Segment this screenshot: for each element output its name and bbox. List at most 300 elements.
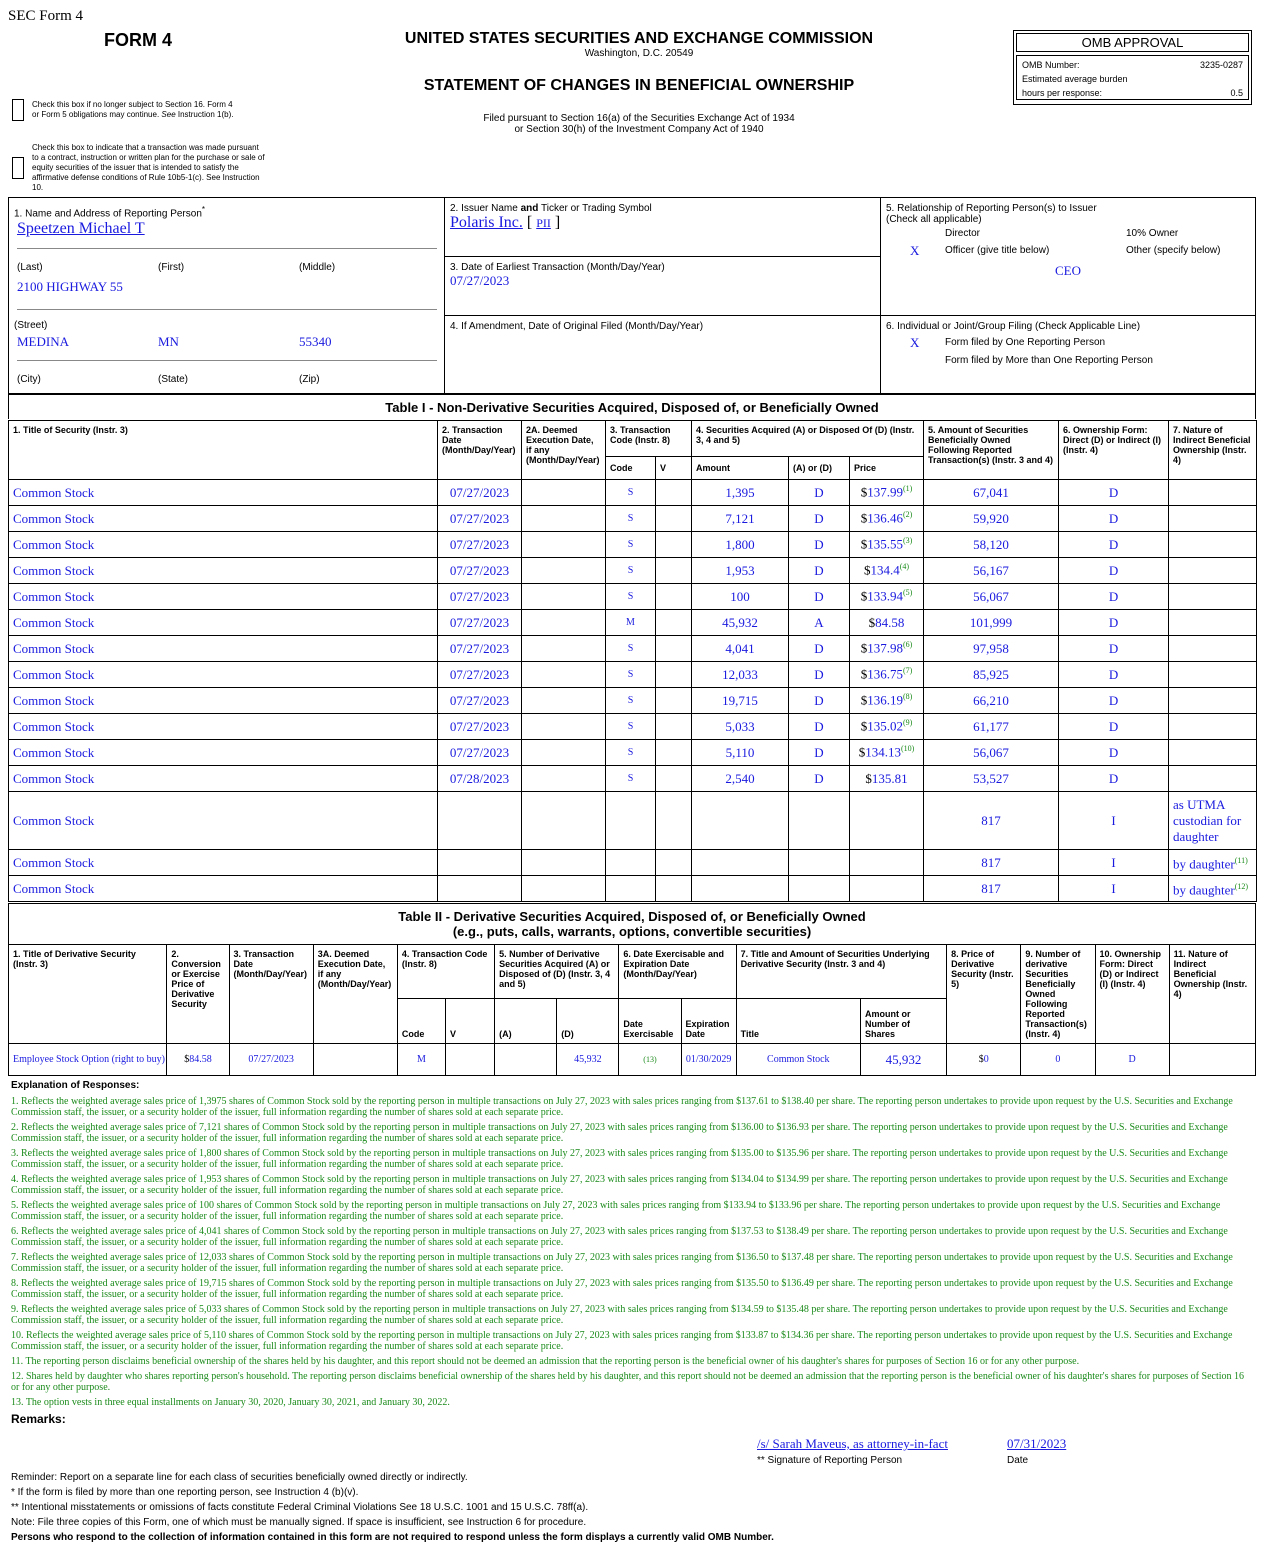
t1-cell-price	[850, 480, 924, 506]
note-omb-validity: Persons who respond to the collection of information contained in this form are not required to respond unless the form displays a currently valid OMB Number.	[11, 1532, 774, 1543]
t1-cell-ad	[789, 850, 850, 876]
t1-cell-nature	[1169, 688, 1257, 714]
t1-cell-deemed	[522, 636, 606, 662]
t2-cell-ul-amount: 45,932	[860, 1044, 946, 1076]
t2-header-underlying: 7. Title and Amount of Securities Underlying Derivative Security (Instr. 3 and 4)	[736, 945, 947, 999]
t1-cell-owned: 56,167	[924, 558, 1059, 584]
t1-header-form: 6. Ownership Form: Direct (D) or Indirect (I) (Instr. 4)	[1059, 421, 1169, 480]
t1-cell-form: I	[1059, 792, 1169, 850]
t1-cell-deemed	[522, 714, 606, 740]
t1-cell-title: Common Stock	[9, 876, 438, 902]
street-value: 2100 HIGHWAY 55	[17, 279, 123, 294]
t1-cell-title: Common Stock	[9, 740, 438, 766]
t1-cell-code: S	[606, 480, 656, 506]
footnote: 3. Reflects the weighted average sales price of 1,800 shares of Common Stock sold by the reporting person in multiple transactions on July 27, 2023 with sales prices ranging from $135.00 to $135.96 per share. The reporting person undertakes to provide upon request by the U.S. Securities and Exchange Commission staff, the issuer, or a security holder of the issuer, full information regarding the number of shares sold at each separate price.	[11, 1148, 1228, 1170]
table-row	[9, 636, 1257, 662]
omb-details	[1016, 55, 1249, 100]
officer-title: CEO	[1055, 263, 1081, 278]
t2-row	[9, 1044, 1256, 1076]
officer-checkmark: X	[910, 243, 920, 258]
box5-sublabel: (Check all applicable)	[886, 214, 982, 225]
t1-cell-nature	[1169, 740, 1257, 766]
box5-relationship	[881, 198, 1255, 316]
t1-cell-date: 07/27/2023	[438, 662, 522, 688]
t1-nature-value: by daughter	[1173, 882, 1235, 898]
footnote: 13. The option vests in three equal installments on January 30, 2020, January 30, 2021, and January 30, 2022.	[11, 1397, 450, 1408]
t2-cell-code: M	[397, 1044, 445, 1076]
t1-cell-date: 07/27/2023	[438, 688, 522, 714]
t1-nature-value: as UTMA custodian for daughter	[1173, 796, 1242, 844]
t1-cell-nature	[1169, 714, 1257, 740]
t1-cell-price	[850, 662, 924, 688]
box6-label: 6. Individual or Joint/Group Filing (Check Applicable Line)	[886, 321, 1141, 332]
table-row	[9, 532, 1257, 558]
ticker-symbol[interactable]: PII	[536, 216, 551, 230]
divider	[17, 309, 437, 310]
t1-header-deemed: 2A. Deemed Execution Date, if any (Month/Day/Year)	[522, 421, 606, 480]
t1-body	[9, 480, 1257, 902]
t2-cell-date: 07/27/2023	[229, 1044, 313, 1076]
t1-cell-title: Common Stock	[9, 714, 438, 740]
t2-header-price: 8. Price of Derivative Security (Instr. 5)	[947, 945, 1021, 1044]
box2-label-and: and	[520, 203, 539, 214]
t1-cell-date: 07/27/2023	[438, 610, 522, 636]
t1-subheader-v: V	[656, 457, 692, 480]
checkbox1-text-c: Instruction 1(b).	[177, 110, 234, 119]
t1-cell-price	[850, 506, 924, 532]
t1-cell-owned: 56,067	[924, 740, 1059, 766]
t1-price-value: 136.46	[867, 510, 903, 526]
box5-label-text: 5. Relationship of Reporting Person(s) to Issuer	[886, 203, 1097, 214]
table-row	[9, 766, 1257, 792]
signature-label: ** Signature of Reporting Person	[757, 1455, 903, 1466]
rule10b5-checkbox[interactable]	[12, 157, 24, 179]
t1-cell-v	[656, 558, 692, 584]
t1-cell-ad: D	[789, 506, 850, 532]
t1-cell-v	[656, 480, 692, 506]
t1-cell-owned: 58,120	[924, 532, 1059, 558]
table2-title-line1: Table II - Derivative Securities Acquired, Disposed of, or Beneficially Owned	[398, 909, 866, 924]
other-label: Other (specify below)	[1126, 245, 1221, 256]
box2-label-b: Ticker or Trading Symbol	[540, 203, 652, 214]
box2-issuer	[445, 198, 881, 257]
currency-symbol: $	[865, 770, 872, 786]
t1-cell-amount	[692, 850, 789, 876]
footnote-ref: (10)	[900, 744, 915, 754]
t1-cell-v	[656, 766, 692, 792]
table-row	[9, 506, 1257, 532]
t1-cell-form: D	[1059, 532, 1169, 558]
t1-cell-amount: 45,932	[692, 610, 789, 636]
t1-cell-nature	[1169, 792, 1257, 850]
reporting-person-name[interactable]: Speetzen Michael T	[17, 220, 145, 237]
t1-cell-owned: 817	[924, 850, 1059, 876]
t1-cell-date: 07/27/2023	[438, 740, 522, 766]
city-label: (City)	[17, 374, 41, 385]
t1-cell-form: D	[1059, 662, 1169, 688]
t1-cell-v	[656, 532, 692, 558]
t1-cell-amount: 19,715	[692, 688, 789, 714]
t1-cell-form: D	[1059, 688, 1169, 714]
t2-header-exercisable: 6. Date Exercisable and Expiration Date (Month/Day/Year)	[619, 945, 736, 999]
zip-value: 55340	[299, 334, 332, 349]
one-person-checkmark: X	[910, 335, 920, 350]
t1-cell-form: I	[1059, 876, 1169, 902]
t1-price-value: 133.94	[867, 588, 903, 604]
t2-cell-ul-title: Common Stock	[736, 1044, 860, 1076]
table-row	[9, 662, 1257, 688]
t1-cell-owned: 85,925	[924, 662, 1059, 688]
state-label: (State)	[158, 374, 189, 385]
t1-cell-amount: 1,953	[692, 558, 789, 584]
t1-cell-nature	[1169, 532, 1257, 558]
t1-cell-form: D	[1059, 740, 1169, 766]
footnote: 7. Reflects the weighted average sales price of 12,033 shares of Common Stock sold by the reporting person in multiple transactions on July 27, 2023 with sales prices ranging from $136.50 to $137.48 per share. The reporting person undertakes to provide upon request by the U.S. Securities and Exchange Commission staff, the issuer, or a security holder of the issuer, full information regarding the number of shares sold at each separate price.	[11, 1252, 1233, 1274]
t1-cell-v	[656, 584, 692, 610]
t1-cell-date: 07/27/2023	[438, 558, 522, 584]
t1-subheader-price: Price	[850, 457, 924, 480]
t2-cell-v	[446, 1044, 495, 1076]
t1-cell-code: S	[606, 584, 656, 610]
t1-cell-ad: D	[789, 584, 850, 610]
omb-number-label: OMB Number:	[1022, 60, 1080, 70]
t1-price-value: 137.98	[867, 640, 903, 656]
t2-cell-owned: 0	[1021, 1044, 1095, 1076]
t1-cell-form: D	[1059, 584, 1169, 610]
t2-subheader-d: (D)	[557, 999, 619, 1044]
t1-cell-amount: 4,041	[692, 636, 789, 662]
t1-subheader-ad: (A) or (D)	[789, 457, 850, 480]
t1-cell-date: 07/27/2023	[438, 480, 522, 506]
t1-cell-v	[656, 714, 692, 740]
agency-title: UNITED STATES SECURITIES AND EXCHANGE COMMISSION	[404, 30, 874, 47]
t1-cell-date: 07/27/2023	[438, 506, 522, 532]
table-row	[9, 688, 1257, 714]
t1-cell-nature	[1169, 610, 1257, 636]
bottom-notes	[11, 1470, 774, 1545]
box2-label-a: 2. Issuer Name	[450, 203, 518, 214]
t1-cell-price	[850, 714, 924, 740]
t1-cell-title: Common Stock	[9, 584, 438, 610]
t2-subheader-code: Code	[397, 999, 445, 1044]
table-row	[9, 850, 1257, 876]
t2-cell-a	[495, 1044, 557, 1076]
currency-symbol: $	[860, 588, 868, 604]
table2-derivative	[8, 944, 1256, 1076]
footnote-ref: (11)	[1234, 855, 1248, 865]
t2-cell-nature	[1169, 1044, 1255, 1076]
rule10b5-checkbox-label: Check this box to indicate that a transaction was made pursuant to a contract, instruction or written plan for the purchase or sale of equity securities of the issuer that is intended to satisfy the affirmative defense conditions of Rule 10b5-1(c). See Instruction 10.	[32, 143, 265, 192]
t1-cell-nature	[1169, 766, 1257, 792]
t1-cell-ad	[789, 876, 850, 902]
filed-line-2: or Section 30(h) of the Investment Company Act of 1940	[514, 124, 764, 135]
t2-subheader-a: (A)	[495, 999, 557, 1044]
t1-cell-ad: D	[789, 714, 850, 740]
t1-cell-deemed	[522, 610, 606, 636]
box4-amendment	[445, 316, 881, 393]
statement-title: STATEMENT OF CHANGES IN BENEFICIAL OWNERSHIP	[423, 77, 855, 94]
t1-cell-title: Common Stock	[9, 558, 438, 584]
t1-cell-owned: 101,999	[924, 610, 1059, 636]
t1-header-code: 3. Transaction Code (Instr. 8)	[606, 421, 692, 457]
city-value: MEDINA	[17, 334, 69, 349]
omb-burden-label: Estimated average burden	[1022, 74, 1128, 84]
t1-cell-amount: 12,033	[692, 662, 789, 688]
t1-cell-v	[656, 636, 692, 662]
t1-price-value: 137.99	[867, 484, 903, 500]
t1-cell-v	[656, 662, 692, 688]
first-label: (First)	[158, 262, 185, 273]
t1-cell-v	[656, 688, 692, 714]
currency-symbol: $	[860, 484, 868, 500]
t2-cell-form: D	[1095, 1044, 1169, 1076]
earliest-transaction-date: 07/27/2023	[450, 273, 510, 288]
filed-pursuant	[330, 113, 948, 135]
t1-cell-owned: 97,958	[924, 636, 1059, 662]
t1-cell-amount	[692, 876, 789, 902]
table-row	[9, 584, 1257, 610]
t2-header-form: 10. Ownership Form: Direct (D) or Indirect (I) (Instr. 4)	[1095, 945, 1169, 1044]
section16-checkbox-label	[32, 100, 272, 120]
currency-symbol: $	[860, 718, 868, 734]
t1-cell-v	[656, 740, 692, 766]
t1-cell-ad: D	[789, 740, 850, 766]
t1-header-acquired: 4. Securities Acquired (A) or Disposed Of (D) (Instr. 3, 4 and 5)	[692, 421, 924, 457]
t1-cell-code: S	[606, 532, 656, 558]
t1-cell-amount: 100	[692, 584, 789, 610]
t1-cell-deemed	[522, 792, 606, 850]
t1-cell-form: D	[1059, 480, 1169, 506]
t2-subheader-ul-amount: Amount or Number of Shares	[860, 999, 946, 1044]
t1-price-value: 84.58	[875, 614, 905, 630]
table1-title: Table I - Non-Derivative Securities Acquired, Disposed of, or Beneficially Owned	[8, 394, 1256, 419]
form-title: FORM 4	[104, 30, 173, 50]
checkbox1-text-a: Check this box if no longer subject to Section 16. Form 4	[32, 100, 233, 109]
currency-symbol: $	[858, 744, 866, 760]
t1-cell-deemed	[522, 850, 606, 876]
t1-cell-title: Common Stock	[9, 480, 438, 506]
t1-cell-form: I	[1059, 850, 1169, 876]
t1-cell-ad: D	[789, 688, 850, 714]
t1-cell-deemed	[522, 876, 606, 902]
t1-cell-date: 07/27/2023	[438, 714, 522, 740]
t1-cell-price	[850, 850, 924, 876]
t1-cell-code	[606, 850, 656, 876]
box1-label: 1. Name and Address of Reporting Person*	[14, 205, 206, 220]
box3-label: 3. Date of Earliest Transaction (Month/Day/Year)	[450, 262, 665, 273]
t1-cell-code: S	[606, 766, 656, 792]
footnote: 4. Reflects the weighted average sales price of 1,953 shares of Common Stock sold by the reporting person in multiple transactions on July 27, 2023 with sales prices ranging from $134.04 to $134.99 per share. The reporting person undertakes to provide upon request by the U.S. Securities and Exchange Commission staff, the issuer, or a security holder of the issuer, full information regarding the number of shares sold at each separate price.	[11, 1174, 1228, 1196]
t1-price-value: 135.81	[871, 770, 908, 786]
t1-cell-date	[438, 876, 522, 902]
t1-cell-ad: D	[789, 480, 850, 506]
t1-cell-amount: 7,121	[692, 506, 789, 532]
t1-cell-form: D	[1059, 558, 1169, 584]
t1-cell-code: S	[606, 740, 656, 766]
explanation-title: Explanation of Responses:	[11, 1080, 140, 1091]
divider	[17, 248, 437, 249]
footnote-ref: (3)	[902, 536, 913, 546]
t1-cell-price	[850, 636, 924, 662]
footnote: 12. Shares held by daughter who shares reporting person's household. The reporting person disclaims beneficial ownership of the shares held by his daughter, and this report should not be deemed an admission that the reporting person is the beneficial owner of his daughter's shares for purposes of Section 16 or for any other purpose.	[11, 1371, 1245, 1393]
currency-symbol: $	[868, 614, 876, 630]
t1-cell-price	[850, 532, 924, 558]
t1-cell-title: Common Stock	[9, 662, 438, 688]
t1-cell-v	[656, 850, 692, 876]
t1-cell-code: S	[606, 506, 656, 532]
t1-cell-form: D	[1059, 636, 1169, 662]
t2-header-nature: 11. Nature of Indirect Beneficial Ownership (Instr. 4)	[1169, 945, 1255, 1044]
t1-cell-price	[850, 584, 924, 610]
t1-header-date: 2. Transaction Date (Month/Day/Year)	[438, 421, 522, 480]
omb-hours: 0.5	[1230, 88, 1243, 98]
divider	[17, 360, 437, 361]
table-row	[9, 876, 1257, 902]
box3-earliest-transaction	[445, 257, 881, 316]
t2-header-title: 1. Title of Derivative Security (Instr. 3)	[9, 945, 167, 1044]
t2-header-number: 5. Number of Derivative Securities Acquired (A) or Disposed of (D) (Instr. 3, 4 and 5)	[495, 945, 619, 999]
t1-cell-ad: D	[789, 662, 850, 688]
agency-location: Washington, D.C. 20549	[584, 48, 694, 59]
signature: /s/ Sarah Maveus, as attorney-in-fact	[757, 1436, 948, 1451]
date-label: Date	[1007, 1455, 1029, 1466]
t1-cell-price	[850, 558, 924, 584]
footnote: 10. Reflects the weighted average sales price of 5,110 shares of Common Stock sold by the reporting person in multiple transactions on July 27, 2023 with sales prices ranging from $133.87 to $134.36 per share. The reporting person undertakes to provide upon request by the U.S. Securities and Exchange Commission staff, the issuer, or a security holder of the issuer, full information regarding the number of shares sold at each separate price.	[11, 1330, 1233, 1352]
t1-price-value: 135.55	[867, 536, 903, 552]
t1-price-value: 134.13	[865, 744, 901, 760]
footnote-ref: (2)	[902, 510, 913, 520]
t1-cell-nature	[1169, 506, 1257, 532]
currency-symbol: $	[860, 536, 868, 552]
t1-cell-form: D	[1059, 714, 1169, 740]
t1-cell-owned: 66,210	[924, 688, 1059, 714]
t1-cell-price	[850, 740, 924, 766]
t1-cell-ad: D	[789, 558, 850, 584]
remarks-title: Remarks:	[11, 1412, 66, 1426]
box5-label	[886, 203, 1097, 225]
footnote: 5. Reflects the weighted average sales price of 100 shares of Common Stock sold by the reporting person in multiple transactions on July 27, 2023 with sales prices ranging from $133.94 to $133.96 per share. The reporting person undertakes to provide upon request by the U.S. Securities and Exchange Commission staff, the issuer, or a security holder of the issuer, full information regarding the number of shares sold at each separate price.	[11, 1200, 1221, 1222]
t2-header-owned: 9. Number of derivative Securities Beneficially Owned Following Reported Transaction(s) (Instr. 4)	[1021, 945, 1095, 1044]
t1-price-value: 135.02	[867, 718, 903, 734]
t1-cell-price	[850, 766, 924, 792]
t1-cell-code: S	[606, 662, 656, 688]
table-row	[9, 792, 1257, 850]
note-file-copies: Note: File three copies of this Form, one of which must be manually signed. If space is insufficient, see Instruction 6 for procedure.	[11, 1517, 587, 1528]
t1-cell-deemed	[522, 532, 606, 558]
t1-cell-deemed	[522, 506, 606, 532]
street-label: (Street)	[14, 320, 48, 331]
box6-filing-type	[881, 316, 1255, 393]
t1-cell-deemed	[522, 558, 606, 584]
one-person-label: Form filed by One Reporting Person	[945, 337, 1106, 348]
t1-cell-ad: A	[789, 610, 850, 636]
t1-cell-date	[438, 850, 522, 876]
omb-hours-label: hours per response:	[1022, 88, 1103, 98]
issuer-name[interactable]: Polaris Inc.	[450, 214, 523, 231]
section16-checkbox[interactable]	[12, 99, 24, 121]
sec-form-label: SEC Form 4	[8, 8, 84, 24]
currency-symbol: $	[863, 562, 871, 578]
t2-cell-d: 45,932	[557, 1044, 619, 1076]
t1-cell-title: Common Stock	[9, 532, 438, 558]
t1-cell-v	[656, 876, 692, 902]
t1-header-nature: 7. Nature of Indirect Beneficial Ownership (Instr. 4)	[1169, 421, 1257, 480]
footnote: 1. Reflects the weighted average sales price of 1,3975 shares of Common Stock sold by the reporting person in multiple transactions on July 27, 2023 with sales prices ranging from $137.61 to $138.40 per share. The reporting person undertakes to provide upon request by the U.S. Securities and Exchange Commission staff, the issuer, or a security holder of the issuer, full information regarding the number of shares sold at each separate price.	[11, 1096, 1233, 1118]
t1-cell-nature	[1169, 876, 1257, 902]
t1-cell-v	[656, 610, 692, 636]
note-misstatements: ** Intentional misstatements or omissions of facts constitute Federal Criminal Violations See 18 U.S.C. 1001 and 15 U.S.C. 78ff(a).	[11, 1502, 589, 1513]
t2-cell-expiration: 01/30/2029	[681, 1044, 736, 1076]
table2-title-line2: (e.g., puts, calls, warrants, options, convertible securities)	[452, 924, 812, 939]
t1-cell-form: D	[1059, 610, 1169, 636]
t2-cell-exercisable: (13)	[619, 1044, 681, 1076]
t2-cell-deriv-price-value: 0	[983, 1054, 989, 1065]
t1-cell-v	[656, 506, 692, 532]
currency-symbol: $	[860, 510, 868, 526]
explanation-section	[11, 1080, 1251, 1426]
t1-cell-code: S	[606, 714, 656, 740]
t1-cell-nature	[1169, 850, 1257, 876]
t1-cell-title: Common Stock	[9, 792, 438, 850]
footnote-ref: (4)	[899, 562, 910, 572]
table-row	[9, 558, 1257, 584]
footnote-ref: (1)	[902, 484, 913, 494]
t1-subheader-amount: Amount	[692, 457, 789, 480]
footnote-ref: (8)	[902, 692, 913, 702]
footnote-ref: (6)	[902, 640, 913, 650]
footnote: 6. Reflects the weighted average sales price of 4,041 shares of Common Stock sold by the reporting person in multiple transactions on July 27, 2023 with sales prices ranging from $137.53 to $138.49 per share. The reporting person undertakes to provide upon request by the U.S. Securities and Exchange Commission staff, the issuer, or a security holder of the issuer, full information regarding the number of shares sold at each separate price.	[11, 1226, 1228, 1248]
t1-cell-nature	[1169, 584, 1257, 610]
last-label: (Last)	[17, 262, 43, 273]
t2-cell-price-value: 84.58	[189, 1054, 212, 1065]
t1-cell-date: 07/27/2023	[438, 636, 522, 662]
zip-label: (Zip)	[299, 374, 320, 385]
table-row	[9, 610, 1257, 636]
table1-non-derivative	[8, 420, 1257, 902]
t1-cell-title: Common Stock	[9, 636, 438, 662]
t1-cell-nature	[1169, 558, 1257, 584]
t1-cell-owned: 53,527	[924, 766, 1059, 792]
t1-cell-deemed	[522, 766, 606, 792]
t2-header-date: 3. Transaction Date (Month/Day/Year)	[229, 945, 313, 1044]
t2-header-code: 4. Transaction Code (Instr. 8)	[397, 945, 494, 999]
t1-cell-date: 07/27/2023	[438, 532, 522, 558]
t2-subheader-expiration: Expiration Date	[681, 999, 736, 1044]
t1-cell-price	[850, 792, 924, 850]
t1-cell-nature	[1169, 480, 1257, 506]
t1-cell-title: Common Stock	[9, 850, 438, 876]
t2-cell-title: Employee Stock Option (right to buy)	[9, 1044, 167, 1076]
issuer-line: Polaris Inc. [ PII ]	[450, 214, 561, 231]
t1-cell-deemed	[522, 740, 606, 766]
t1-cell-title: Common Stock	[9, 766, 438, 792]
t1-subheader-code: Code	[606, 457, 656, 480]
t1-cell-ad: D	[789, 766, 850, 792]
t1-cell-form: D	[1059, 766, 1169, 792]
omb-approval-box	[1013, 30, 1252, 105]
t1-cell-owned: 67,041	[924, 480, 1059, 506]
t1-cell-ad	[789, 792, 850, 850]
footnote-ref: (12)	[1234, 881, 1249, 891]
officer-label: Officer (give title below)	[945, 245, 1050, 256]
footnote: 2. Reflects the weighted average sales price of 7,121 shares of Common Stock sold by the reporting person in multiple transactions on July 27, 2023 with sales prices ranging from $136.00 to $136.93 per share. The reporting person undertakes to provide upon request by the U.S. Securities and Exchange Commission staff, the issuer, or a security holder of the issuer, full information regarding the number of shares sold at each separate price.	[11, 1122, 1228, 1144]
footnote-ref: (7)	[902, 666, 913, 676]
t1-cell-code: M	[606, 610, 656, 636]
t1-cell-date: 07/28/2023	[438, 766, 522, 792]
t1-cell-deemed	[522, 688, 606, 714]
t1-cell-date	[438, 792, 522, 850]
t1-cell-owned: 817	[924, 876, 1059, 902]
